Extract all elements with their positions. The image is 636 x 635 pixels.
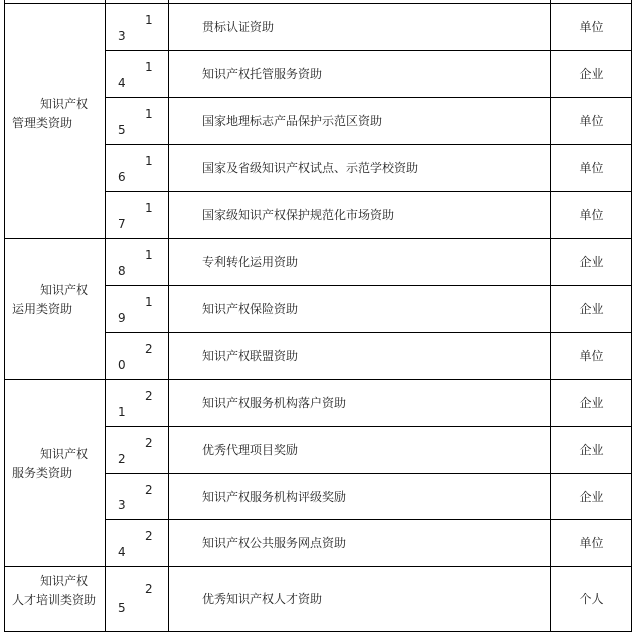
row-number-top-digit: 2 [145,389,153,403]
row-number-bottom-digit: 5 [118,123,126,137]
category-label: 知识产权运用类资助 [12,283,89,316]
applicant-type: 单位 [579,114,604,128]
applicant-type: 单位 [579,208,604,222]
item-name: 知识产权保险资助 [202,302,299,316]
row-number-top-digit: 1 [145,13,153,27]
row-number-top-digit: 1 [145,154,153,168]
category-label: 知识产权服务类资助 [12,447,89,480]
row-divider-full [4,631,632,632]
applicant-type: 单位 [579,161,604,175]
table-row [4,566,632,631]
applicant-type: 企业 [579,255,604,269]
table-row [4,191,632,238]
row-number-bottom-digit: 4 [118,76,126,90]
applicant-type: 企业 [579,302,604,316]
row-number-bottom-digit: 3 [118,29,126,43]
applicant-type: 单位 [579,536,604,550]
item-name: 国家地理标志产品保护示范区资助 [202,114,383,128]
row-number-top-digit: 2 [145,483,153,497]
table-row [4,379,632,426]
subsidy-table [4,0,632,632]
row-number-bottom-digit: 0 [118,358,126,372]
applicant-type: 单位 [579,349,604,363]
table-row [4,473,632,519]
applicant-type: 企业 [579,396,604,410]
row-number-top-digit: 1 [145,201,153,215]
category-label: 知识产权管理类资助 [12,97,89,130]
table-row [4,519,632,566]
item-name: 知识产权托管服务资助 [202,67,323,81]
applicant-type: 企业 [579,443,604,457]
row-number-bottom-digit: 1 [118,405,126,419]
row-number-bottom-digit: 9 [118,311,126,325]
item-name: 国家级知识产权保护规范化市场资助 [202,208,395,222]
item-name: 优秀代理项目奖励 [202,443,299,457]
item-name: 专利转化运用资助 [202,255,299,269]
item-name: 知识产权服务机构评级奖励 [202,489,347,504]
row-number-bottom-digit: 7 [118,217,126,231]
category-label: 知识产权人才培训类资助 [12,574,97,607]
item-name: 优秀知识产权人才资助 [202,592,323,606]
row-number-top-digit: 2 [145,529,153,543]
table-row [4,285,632,332]
table-row [4,97,632,144]
row-number-top-digit: 1 [145,248,153,262]
table-row [4,332,632,379]
row-number-bottom-digit: 3 [118,498,126,512]
row-number-bottom-digit: 6 [118,170,126,184]
row-number-top-digit: 2 [145,436,153,450]
row-number-top-digit: 2 [145,342,153,356]
applicant-type: 企业 [579,489,604,504]
item-name: 贯标认证资助 [202,20,275,34]
table-row [4,144,632,191]
row-number-top-digit: 1 [145,60,153,74]
row-number-bottom-digit: 4 [118,545,126,559]
row-number-top-digit: 1 [145,295,153,309]
item-name: 知识产权公共服务网点资助 [202,536,347,550]
table-row [4,50,632,97]
item-name: 知识产权联盟资助 [202,349,299,363]
item-name: 国家及省级知识产权试点、示范学校资助 [202,161,419,175]
applicant-type: 个人 [579,592,604,606]
row-number-bottom-digit: 2 [118,452,126,466]
table-row [4,238,632,285]
applicant-type: 单位 [579,20,604,34]
row-number-bottom-digit: 8 [118,264,126,278]
row-number-top-digit: 2 [145,582,153,596]
table-row [4,426,632,473]
table-row [4,3,632,50]
item-name: 知识产权服务机构落户资助 [202,396,347,410]
row-number-top-digit: 1 [145,107,153,121]
row-number-bottom-digit: 5 [118,601,126,615]
applicant-type: 企业 [579,67,604,81]
